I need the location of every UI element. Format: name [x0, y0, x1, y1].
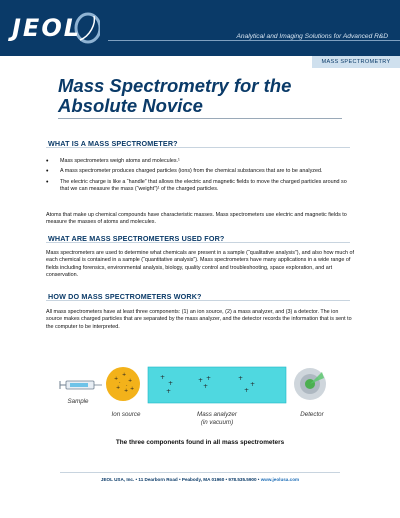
header-banner — [0, 0, 400, 56]
header-tagline: Analytical and Imaging Solutions for Advanced R&D — [236, 33, 388, 40]
page-title: Mass Spectrometry for the Absolute Novice — [58, 75, 292, 116]
svg-text:·: · — [119, 380, 121, 386]
mass-analyzer-sublabel: (in vacuum) — [200, 419, 234, 426]
svg-text:+: + — [160, 374, 166, 381]
svg-text:+: + — [198, 377, 204, 384]
logo-text: JEOL — [12, 14, 82, 42]
header-divider — [108, 40, 400, 41]
svg-text:+: + — [250, 381, 256, 388]
svg-text:+: + — [128, 378, 133, 384]
svg-text:+: + — [124, 388, 129, 394]
footer-address: JEOL USA, Inc. • 11 Dearborn Road • Peabody, MA 01960 • 978.535.5900 • — [100, 477, 260, 482]
paragraph-used-for: Mass spectrometers are used to determine what chemicals are present in a sample (“qualitative analysis”), and also how much of each chemical is contained in a sample (“quantitative analysis”). Mass spectrometers have many applications in a wide range of fields including forensics, environmental analysis, biology, quality control and troubleshooting, space exploration, and art conservation. — [46, 250, 355, 279]
svg-text:+: + — [206, 375, 212, 382]
svg-text:+: + — [114, 376, 119, 382]
svg-text:+: + — [166, 388, 172, 395]
section-heading-used-for: WHAT ARE MASS SPECTROMETERS USED FOR? — [48, 234, 225, 243]
footer-link[interactable]: www.jeolusa.com — [260, 477, 300, 482]
svg-text:+: + — [168, 380, 174, 387]
paragraph-what-is: Atoms that make up chemical compounds have characteristic masses. Mass spectrometers use electric and magnetic fields to measure the masses of atoms and molecules. — [46, 212, 347, 226]
section-tab: MASS SPECTROMETRY — [312, 56, 400, 68]
list-item: • A mass spectrometer produces charged particles (ions) from the chemical substances that are to be analyzed. — [46, 168, 352, 175]
syringe-icon — [60, 381, 102, 389]
mass-analyzer-label: Mass analyzer — [197, 411, 237, 418]
diagram-caption: The three components found in all mass spectrometers — [115, 439, 285, 446]
svg-text:·: · — [126, 383, 128, 389]
sample-label: Sample — [67, 398, 89, 405]
svg-text:+: + — [116, 385, 121, 391]
svg-text:+: + — [122, 372, 127, 378]
svg-text:+: + — [244, 387, 250, 394]
ion-source-label: Ion source — [111, 411, 141, 418]
footer — [0, 477, 400, 482]
section-heading-how-work: HOW DO MASS SPECTROMETERS WORK? — [48, 292, 202, 301]
section-heading-what-is: WHAT IS A MASS SPECTROMETER? — [48, 139, 178, 148]
svg-text:+: + — [130, 386, 135, 392]
svg-text:+: + — [238, 375, 244, 382]
paragraph-how-work: All mass spectrometers have at least three components: (1) an ion source, (2) a mass analyzer, and (3) a detector. The ion source makes charged particles that are separated by the mass analyzer, and the detector records the information that is sent to the computer to be interpreted. — [46, 309, 352, 330]
bullet-list — [46, 158, 352, 197]
title-divider — [58, 118, 342, 119]
list-item: • Mass spectrometers weigh atoms and molecules.¹ — [46, 158, 352, 165]
svg-text:+: + — [203, 383, 209, 390]
detector-label: Detector — [300, 411, 324, 418]
footer-divider — [60, 472, 340, 473]
list-item: • The electric charge is like a “handle” that allows the electric and magnetic fields to move the charged particles around so that we can measure the mass (“weight”)¹ of the charged particles. — [46, 179, 352, 194]
